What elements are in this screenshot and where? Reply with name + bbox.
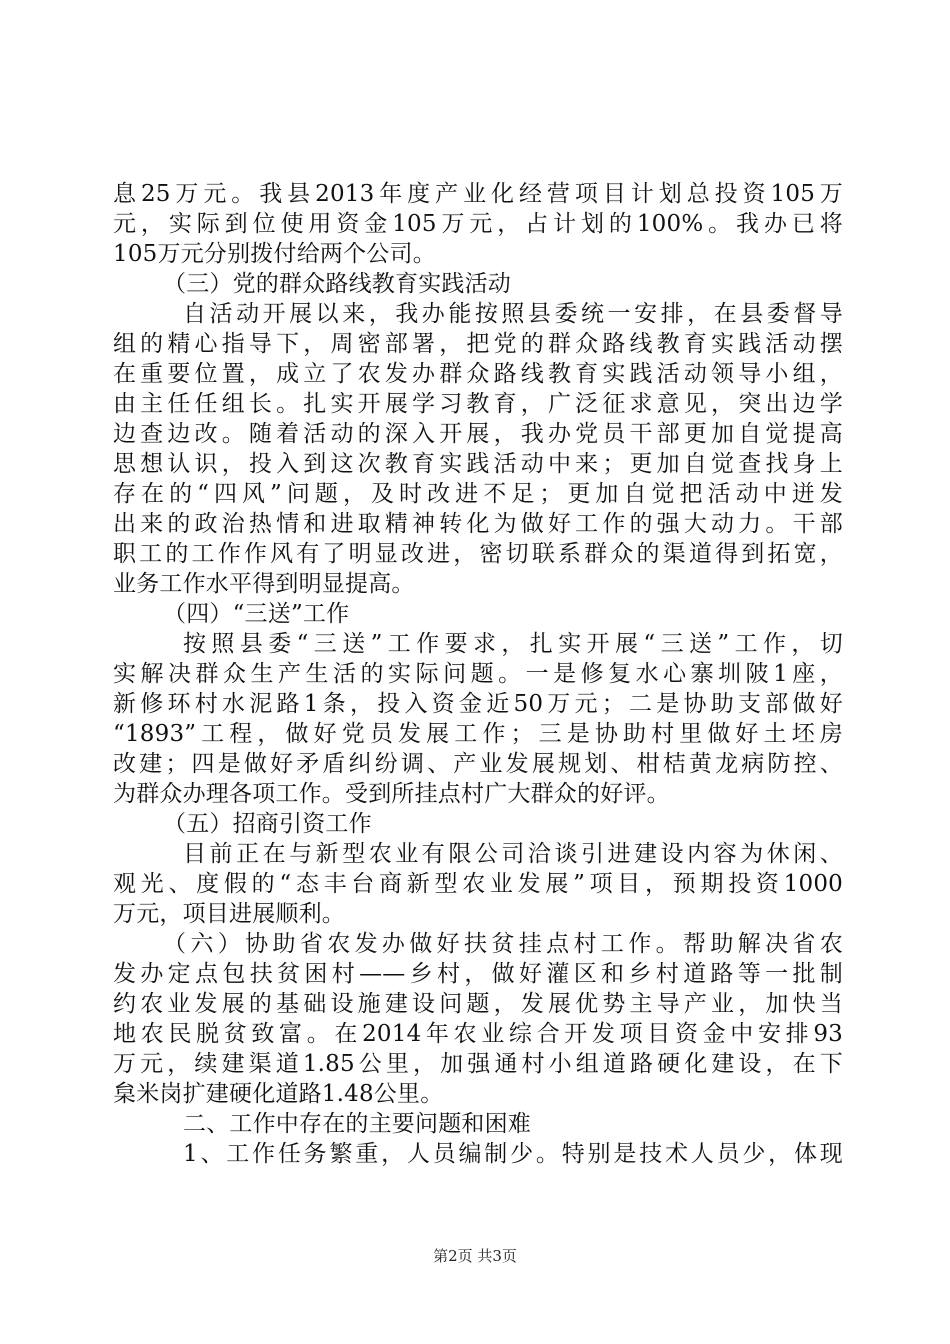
body-line-16: 按照县委“三送”工作要求，扎实开展“三送”工作，切 <box>183 631 843 657</box>
body-line-17: 实解决群众生产生活的实际问题。一是修复水心寨圳陂1座， <box>113 661 843 687</box>
body-line-24: 观光、度假的“态丰台商新型农业发展”项目，预期投资1000 <box>113 871 843 897</box>
body-line-11: 存在的“四风”问题，及时改进不足；更加自觉把活动中迸发 <box>113 481 843 507</box>
body-line-21: 为群众办理各项工作。受到所挂点村广大群众的好评。 <box>113 781 670 807</box>
body-line-14: 业务工作水平得到明显提高。 <box>113 571 415 597</box>
body-line-13: 职工的工作作风有了明显改进，密切联系群众的渠道得到拓宽， <box>113 541 843 567</box>
body-line-25: 万元，项目进展顺利。 <box>113 901 345 927</box>
section-heading-3: （三）党的群众路线教育实践活动 <box>163 271 511 297</box>
body-line-23: 目前正在与新型农业有限公司洽谈引进建设内容为休闲、 <box>183 841 843 867</box>
body-line-10: 思想认识，投入到这次教育实践活动中来；更加自觉查找身上 <box>113 451 843 477</box>
body-line-8: 由主任任组长。扎实开展学习教育，广泛征求意见，突出边学 <box>113 391 843 417</box>
body-line-19: “1893”工程，做好党员发展工作；三是协助村里做好土坯房 <box>113 721 843 747</box>
section-heading-6: （六）协助省农发办做好扶贫挂点村工作。帮助解决省农 <box>163 931 843 957</box>
body-line-12: 出来的政治热情和进取精神转化为做好工作的强大动力。干部 <box>113 511 843 537</box>
body-line-27: 发办定点包扶贫困村——乡村，做好灌区和乡村道路等一批制 <box>113 961 843 987</box>
body-line-33: 1、工作任务繁重，人员编制少。特别是技术人员少，体现 <box>183 1141 843 1167</box>
body-line-9: 边查边改。随着活动的深入开展，我办党员干部更加自觉提高 <box>113 421 843 447</box>
section-heading-5: （五）招商引资工作 <box>163 811 372 837</box>
body-line-1: 息25万元。我县2013年度产业化经营项目计划总投资105万 <box>113 181 843 207</box>
body-line-29: 地农民脱贫致富。在2014年农业综合开发项目资金中安排93 <box>113 1021 843 1047</box>
body-line-20: 改建；四是做好矛盾纠纷调、产业发展规划、柑桔黄龙病防控、 <box>113 751 843 777</box>
body-line-7: 在重要位置，成立了农发办群众路线教育实践活动领导小组， <box>113 361 843 387</box>
body-line-6: 组的精心指导下，周密部署，把党的群众路线教育实践活动摆 <box>113 331 843 357</box>
body-line-18: 新修环村水泥路1条，投入资金近50万元；二是协助支部做好 <box>113 691 843 717</box>
body-line-2: 元，实际到位使用资金105万元，占计划的100%。我办已将 <box>113 211 843 237</box>
page-number-footer: 第2页 共3页 <box>433 1247 517 1265</box>
body-line-30: 万元，续建渠道1.85公里，加强通村小组道路硬化建设，在下 <box>113 1051 843 1077</box>
body-line-3: 105万元分别拨付给两个公司。 <box>113 241 436 267</box>
body-line-28: 约农业发展的基础设施建设问题，发展优势主导产业，加快当 <box>113 991 843 1017</box>
section-heading-problems: 二、工作中存在的主要问题和困难 <box>183 1111 531 1137</box>
section-heading-4: （四）“三送”工作 <box>163 601 350 627</box>
body-line-5: 自活动开展以来，我办能按照县委统一安排，在县委督导 <box>183 301 843 327</box>
body-line-31: 枲米岗扩建硬化道路1.48公里。 <box>113 1081 444 1107</box>
